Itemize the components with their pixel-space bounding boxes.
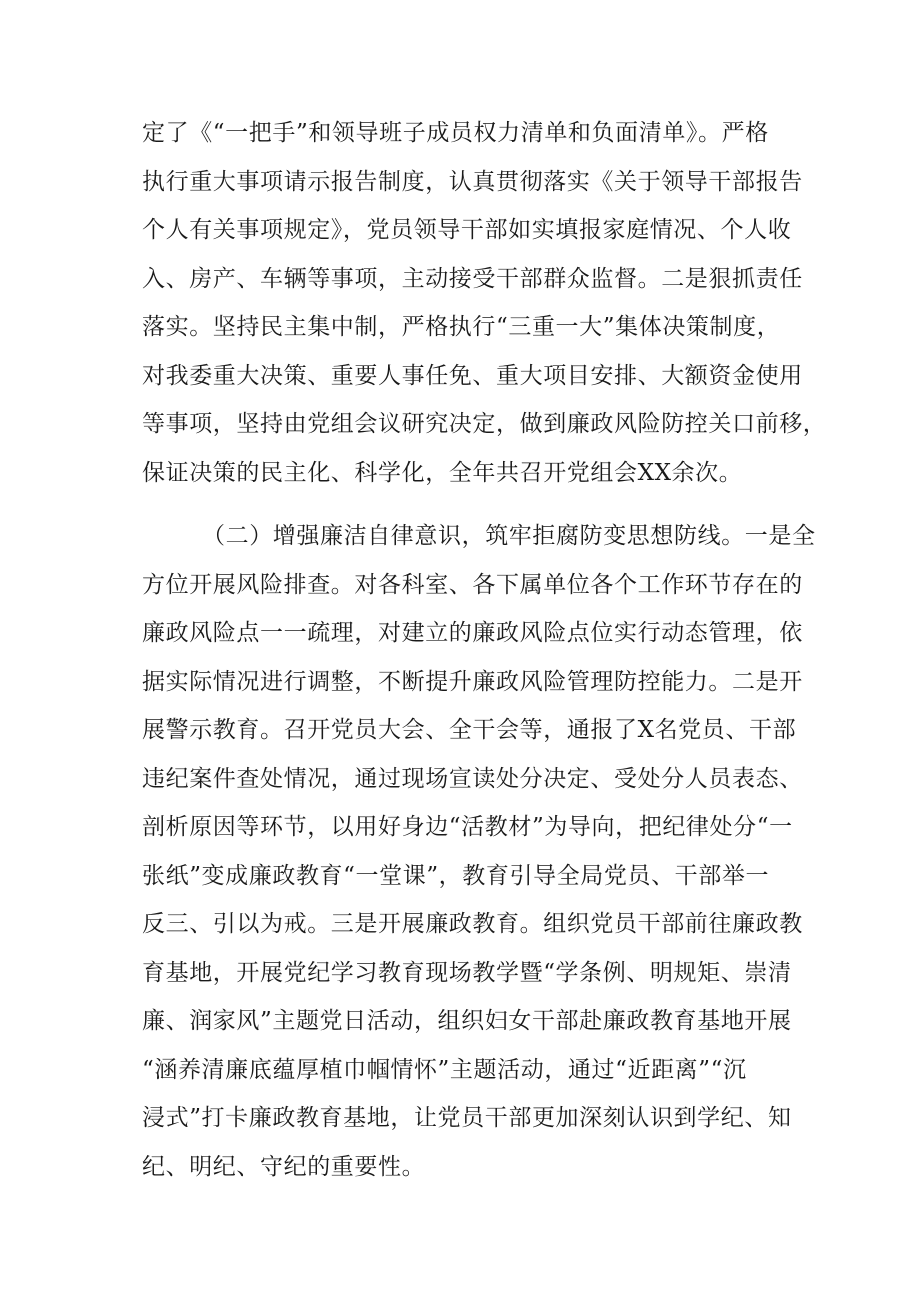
paragraph-2-heading-line: （二）增强廉洁自律意识，筑牢拒腐防变思想防线。一是全	[202, 523, 816, 549]
paragraph-2	[142, 512, 816, 1191]
paragraph-1-line: 对我委重大决策、重要人事任免、重大项目安排、大额资金使用	[142, 362, 803, 389]
paragraph-2-line: 张纸”变成廉政教育“一堂课”，教育引导全局党员、干部举一	[142, 862, 770, 889]
paragraph-2-line: “涵养清廉底蕴厚植巾帼情怀”主题活动，通过“近距离”“沉	[142, 1056, 747, 1083]
paragraph-1-line: 入、房产、车辆等事项，主动接受干部群众监督。二是狠抓责任	[142, 265, 803, 292]
paragraph-2-line: 反三、引以为戒。三是开展廉政教育。组织党员干部前往廉政教	[142, 911, 803, 937]
paragraph-1-line: 等事项，坚持由党组会议研究决定，做到廉政风险防控关口前移，	[142, 411, 827, 437]
paragraph-2-line: 育基地，开展党纪学习教育现场教学暨“学条例、明规矩、崇清	[142, 959, 792, 986]
paragraph-1-line: 个人有关事项规定》，党员领导干部如实填报家庭情况、个人收	[142, 217, 792, 243]
paragraph-2-line: 纪、明纪、守纪的重要性。	[142, 1153, 426, 1180]
paragraph-2-line: 廉政风险点一一疏理，对建立的廉政风险点位实行动态管理，依	[142, 620, 803, 646]
paragraph-2-line: 展警示教育。召开党员大会、全干会等，通报了X名党员、干部	[142, 717, 797, 743]
paragraph-2-line: 剖析原因等环节，以用好身边“活教材”为导向，把纪律处分“一	[142, 814, 793, 840]
paragraph-1	[142, 109, 827, 497]
paragraph-1-line: 保证决策的民主化、科学化，全年共召开党组会XX余次。	[142, 459, 743, 486]
paragraph-1-line: 定了《“一把手”和领导班子成员权力清单和负面清单》。严格	[142, 120, 769, 146]
paragraph-2-line: 廉、润家风”主题党日活动，组织妇女干部赴廉政教育基地开展	[142, 1008, 792, 1034]
paragraph-2-line: 浸式”打卡廉政教育基地，让党员干部更加深刻认识到学纪、知	[142, 1105, 792, 1131]
paragraph-2-line: 违纪案件查处情况，通过现场宣读处分决定、受处分人员表态、	[142, 765, 803, 792]
paragraph-2-line: 方位开展风险排查。对各科室、各下属单位各个工作环节存在的	[142, 571, 803, 598]
paragraph-2-line: 据实际情况进行调整，不断提升廉政风险管理防控能力。二是开	[142, 668, 803, 695]
paragraph-1-line: 执行重大事项请示报告制度，认真贯彻落实《关于领导干部报告	[142, 168, 803, 195]
paragraph-1-line: 落实。坚持民主集中制，严格执行“三重一大”集体决策制度，	[142, 314, 781, 340]
